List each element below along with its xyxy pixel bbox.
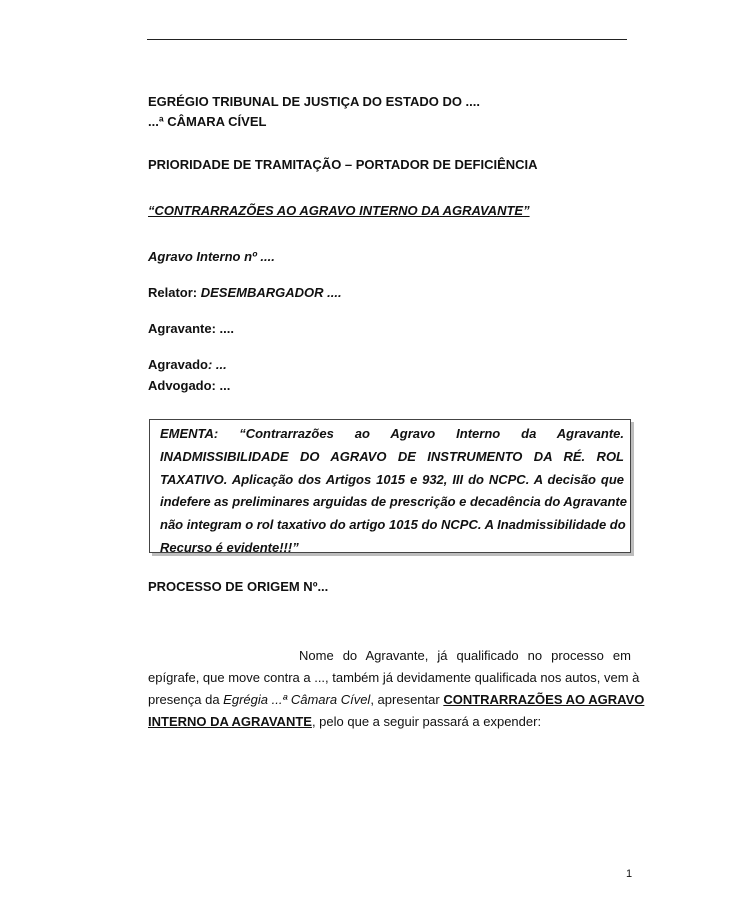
agravado-line bbox=[148, 357, 227, 373]
document-title: “CONTRARRAZÕES AO AGRAVO INTERNO DA AGRAVANTE” bbox=[148, 203, 530, 218]
body-paragraph-line-1: Nome do Agravante, já qualificado no processo em bbox=[299, 648, 631, 663]
relator-line bbox=[148, 285, 342, 301]
body-text: presença da bbox=[148, 692, 224, 707]
top-rule bbox=[147, 39, 627, 40]
ementa-line: TAXATIVO. Aplicação dos Artigos 1015 e 932, III do NCPC. A decisão que bbox=[160, 471, 624, 487]
agravado-label: Agravado bbox=[148, 357, 208, 372]
body-paragraph-line-4 bbox=[148, 714, 541, 730]
relator-label: Relator: bbox=[148, 285, 201, 300]
advogado-line: Advogado: ... bbox=[148, 378, 231, 393]
chamber-heading: ...ª CÂMARA CÍVEL bbox=[148, 114, 267, 129]
title-reference-cont: INTERNO DA AGRAVANTE bbox=[148, 714, 312, 729]
body-paragraph-line-2: epígrafe, que move contra a ..., também já devidamente qualificada nos autos, vem à bbox=[148, 670, 640, 685]
ementa-box bbox=[149, 419, 631, 553]
title-reference: CONTRARRAZÕES AO AGRAVO bbox=[443, 692, 645, 707]
agravado-value: : ... bbox=[207, 357, 227, 372]
body-paragraph-line-3 bbox=[148, 692, 645, 708]
origin-process: PROCESSO DE ORIGEM Nº... bbox=[148, 579, 329, 594]
relator-value: DESEMBARGADOR .... bbox=[200, 285, 342, 300]
ementa-line: não integram o rol taxativo do artigo 1015 do NCPC. A Inadmissibilidade do bbox=[160, 517, 626, 533]
court-heading: EGRÉGIO TRIBUNAL DE JUSTIÇA DO ESTADO DO .... bbox=[148, 94, 481, 109]
agravante-line: Agravante: .... bbox=[148, 321, 234, 336]
body-text: , apresentar bbox=[370, 692, 444, 707]
agravo-number: Agravo Interno nº .... bbox=[148, 249, 275, 264]
ementa-line: INADMISSIBILIDADE DO AGRAVO DE INSTRUMENTO DA RÉ. ROL bbox=[160, 448, 624, 464]
ementa-line: indefere as preliminares arguidas de prescrição e decadência do Agravante bbox=[160, 494, 627, 510]
priority-notice: PRIORIDADE DE TRAMITAÇÃO – PORTADOR DE DEFICIÊNCIA bbox=[148, 157, 538, 172]
chamber-reference: Egrégia ...ª Câmara Cível bbox=[223, 692, 371, 707]
body-text: , pelo que a seguir passará a expender: bbox=[311, 714, 542, 729]
page-number: 1 bbox=[626, 868, 633, 880]
ementa-line: Recurso é evidente!!!” bbox=[160, 539, 299, 555]
ementa-line: EMENTA: “Contrarrazões ao Agravo Interno da Agravante. bbox=[160, 426, 624, 441]
